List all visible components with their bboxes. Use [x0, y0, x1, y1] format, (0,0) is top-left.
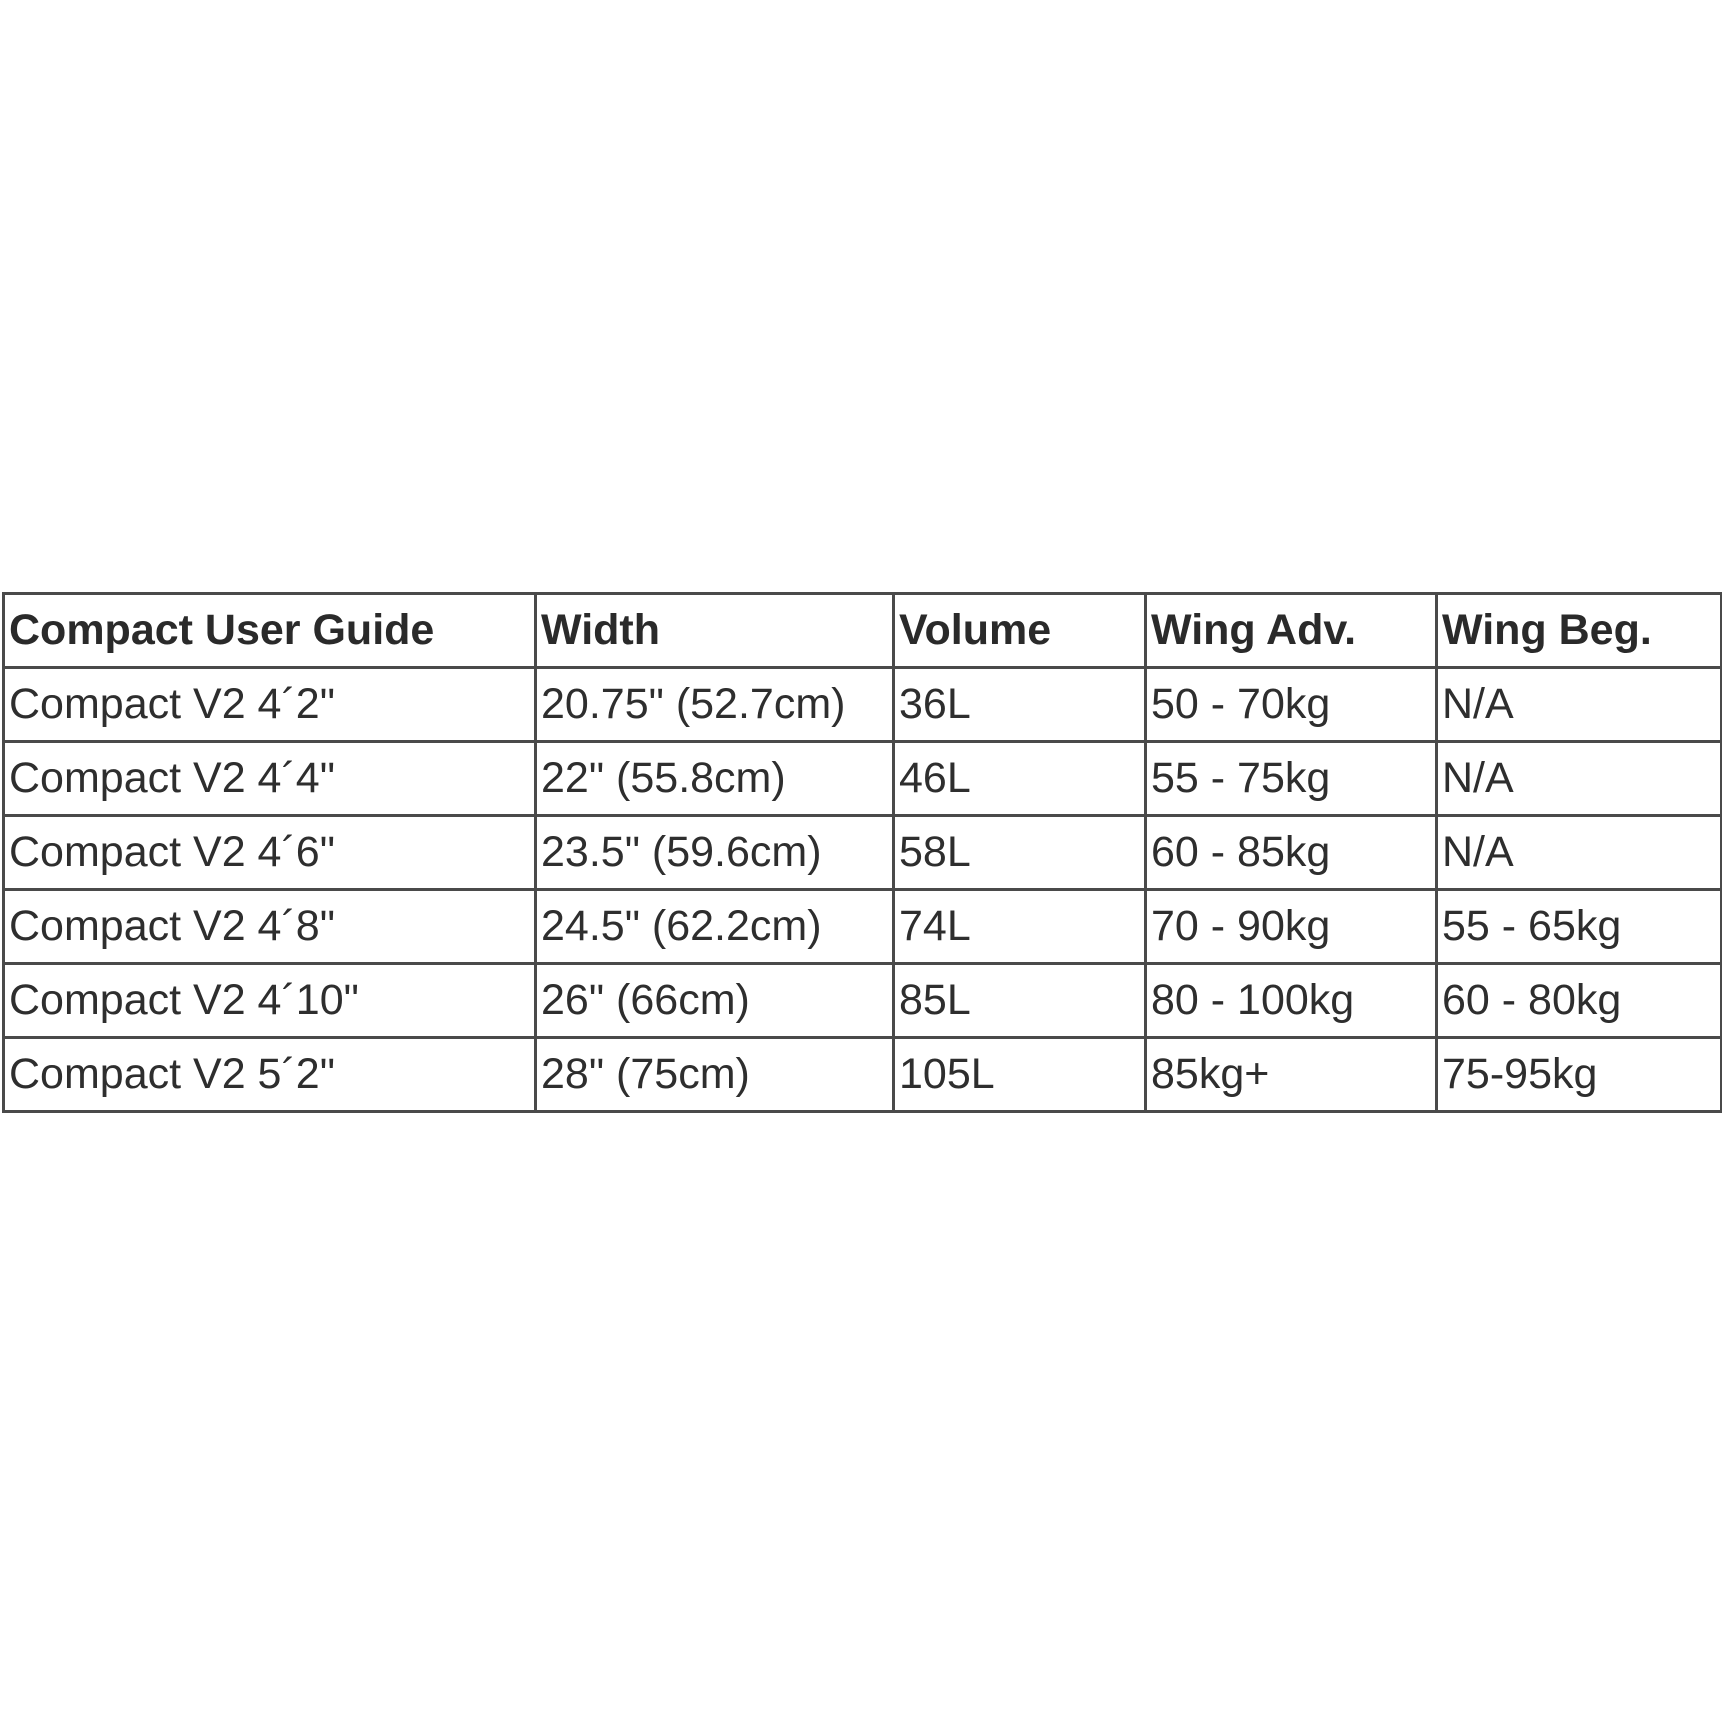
- cell-wing-beg: N/A: [1437, 742, 1722, 816]
- cell-wing-adv: 55 - 75kg: [1146, 742, 1437, 816]
- table-row: [4, 742, 1722, 816]
- cell-model: Compact V2 4´4": [4, 742, 536, 816]
- cell-model: Compact V2 5´2": [4, 1038, 536, 1112]
- cell-width: 20.75" (52.7cm): [536, 668, 894, 742]
- table-row: [4, 668, 1722, 742]
- cell-volume: 74L: [894, 890, 1146, 964]
- table-row: [4, 1038, 1722, 1112]
- table-row: [4, 816, 1722, 890]
- header-wing-adv: Wing Adv.: [1146, 594, 1437, 668]
- cell-volume: 36L: [894, 668, 1146, 742]
- cell-volume: 46L: [894, 742, 1146, 816]
- cell-wing-beg: N/A: [1437, 816, 1722, 890]
- table-row: [4, 890, 1722, 964]
- header-model: Compact User Guide: [4, 594, 536, 668]
- table-header-row: [4, 594, 1722, 668]
- cell-wing-adv: 50 - 70kg: [1146, 668, 1437, 742]
- cell-width: 28" (75cm): [536, 1038, 894, 1112]
- cell-wing-adv: 80 - 100kg: [1146, 964, 1437, 1038]
- cell-volume: 105L: [894, 1038, 1146, 1112]
- cell-wing-adv: 70 - 90kg: [1146, 890, 1437, 964]
- cell-wing-adv: 60 - 85kg: [1146, 816, 1437, 890]
- cell-wing-beg: 55 - 65kg: [1437, 890, 1722, 964]
- cell-volume: 58L: [894, 816, 1146, 890]
- header-wing-beg: Wing Beg.: [1437, 594, 1722, 668]
- cell-wing-beg: 60 - 80kg: [1437, 964, 1722, 1038]
- cell-wing-adv: 85kg+: [1146, 1038, 1437, 1112]
- cell-width: 24.5" (62.2cm): [536, 890, 894, 964]
- cell-width: 22" (55.8cm): [536, 742, 894, 816]
- cell-width: 26" (66cm): [536, 964, 894, 1038]
- size-guide-table: [2, 592, 1722, 1113]
- header-volume: Volume: [894, 594, 1146, 668]
- table-row: [4, 964, 1722, 1038]
- cell-model: Compact V2 4´2": [4, 668, 536, 742]
- header-width: Width: [536, 594, 894, 668]
- cell-model: Compact V2 4´6": [4, 816, 536, 890]
- cell-wing-beg: 75-95kg: [1437, 1038, 1722, 1112]
- cell-model: Compact V2 4´10": [4, 964, 536, 1038]
- cell-width: 23.5" (59.6cm): [536, 816, 894, 890]
- cell-wing-beg: N/A: [1437, 668, 1722, 742]
- cell-model: Compact V2 4´8": [4, 890, 536, 964]
- cell-volume: 85L: [894, 964, 1146, 1038]
